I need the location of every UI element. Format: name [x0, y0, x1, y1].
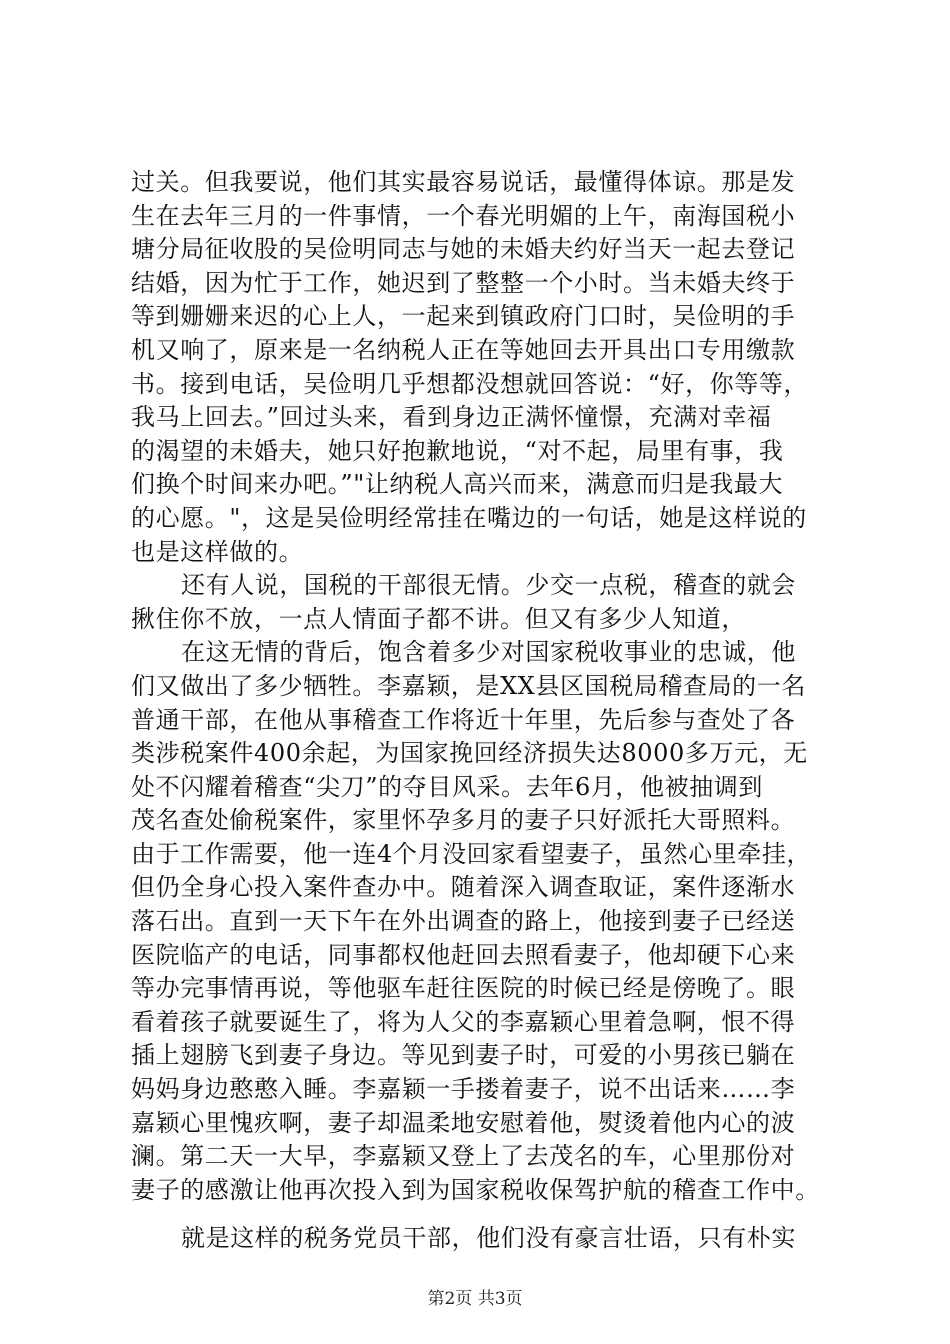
text-line: 我马上回去。”回过头来，看到身边正满怀憧憬，充满对幸福 — [131, 403, 772, 432]
text-line: 们又做出了多少牺牲。李嘉颖，是XX县区国税局稽查局的一名 — [131, 671, 806, 700]
text-line: 就是这样的税务党员干部，他们没有豪言壮语，只有朴实 — [181, 1224, 796, 1253]
text-line: 等到姗姗来迟的心上人，一起来到镇政府门口时，吴俭明的手 — [131, 302, 796, 331]
text-line: 插上翅膀飞到妻子身边。等见到妻子时，可爱的小男孩已躺在 — [131, 1041, 796, 1070]
text-line: 妈妈身边憨憨入睡。李嘉颖一手搂着妻子，说不出话来……李 — [131, 1075, 796, 1104]
paragraph-2 — [131, 569, 831, 636]
text-line: 处不闪耀着稽查“尖刀”的夺目风采。去年6月，他被抽调到 — [131, 772, 764, 801]
text-line: 医院临产的电话，同事都权他赶回去照看妻子，他却硬下心来 — [131, 940, 796, 969]
document-body — [131, 166, 831, 1256]
text-line: 也是这样做的。 — [131, 537, 304, 566]
text-line: 类涉税案件400余起，为国家挽回经济损失达8000多万元，无 — [131, 739, 808, 768]
text-line: 机又响了，原来是一名纳税人正在等她回去开具出口专用缴款 — [131, 335, 796, 364]
text-line: 由于工作需要，他一连4个月没回家看望妻子，虽然心里牵挂， — [131, 839, 812, 868]
text-line: 在这无情的背后，饱含着多少对国家税收事业的忠诚，他 — [181, 638, 796, 667]
paragraph-4 — [131, 1222, 831, 1256]
text-line: 塘分局征收股的吴俭明同志与她的未婚夫约好当天一起去登记 — [131, 235, 796, 264]
text-line: 嘉颖心里愧疚啊，妻子却温柔地安慰着他，熨烫着他内心的波 — [131, 1108, 796, 1137]
text-line: 落石出。直到一天下午在外出调查的路上，他接到妻子已经送 — [131, 907, 796, 936]
text-line: 但仍全身心投入案件查办中。随着深入调查取证，案件逐渐水 — [131, 873, 796, 902]
text-line: 的渴望的未婚夫，她只好抱歉地说，“对不起，局里有事，我 — [131, 436, 784, 465]
text-line: 澜。第二天一大早，李嘉颖又登上了去茂名的车，心里那份对 — [131, 1142, 796, 1171]
text-line: 过关。但我要说，他们其实最容易说话，最懂得体谅。那是发 — [131, 168, 796, 196]
text-line: 揪住你不放，一点人情面子都不讲。但又有多少人知道， — [131, 604, 746, 633]
page-number-label: 第2页 共3页 — [427, 1289, 523, 1309]
text-line: 书。接到电话，吴俭明几乎想都没想就回答说：“好，你等等， — [131, 369, 809, 398]
text-line: 妻子的感激让他再次投入到为国家税收保驾护航的稽查工作中。 — [131, 1175, 820, 1204]
text-line: 还有人说，国税的干部很无情。少交一点税，稽查的就会 — [181, 571, 796, 600]
text-line: 生在去年三月的一件事情，一个春光明媚的上午，南海国税小 — [131, 201, 796, 230]
text-line: 等办完事情再说，等他驱车赶往医院的时候已经是傍晚了。眼 — [131, 974, 796, 1003]
text-line: 茂名查处偷税案件，家里怀孕多月的妻子只好派托大哥照料。 — [131, 806, 796, 835]
text-line: 们换个时间来办吧。”"让纳税人高兴而来，满意而归是我最大 — [131, 470, 784, 499]
text-line: 结婚，因为忙于工作，她迟到了整整一个小时。当未婚夫终于 — [131, 268, 796, 297]
text-line: 的心愿。"，这是吴俭明经常挂在嘴边的一句话，她是这样说的 — [131, 503, 807, 532]
text-line: 看着孩子就要诞生了，将为人父的李嘉颖心里着急啊，恨不得 — [131, 1007, 796, 1036]
page-footer — [0, 1288, 950, 1310]
paragraph-1 — [131, 166, 831, 569]
paragraph-3 — [131, 636, 831, 1207]
text-line: 普通干部，在他从事稽查工作将近十年里，先后参与查处了各 — [131, 705, 796, 734]
